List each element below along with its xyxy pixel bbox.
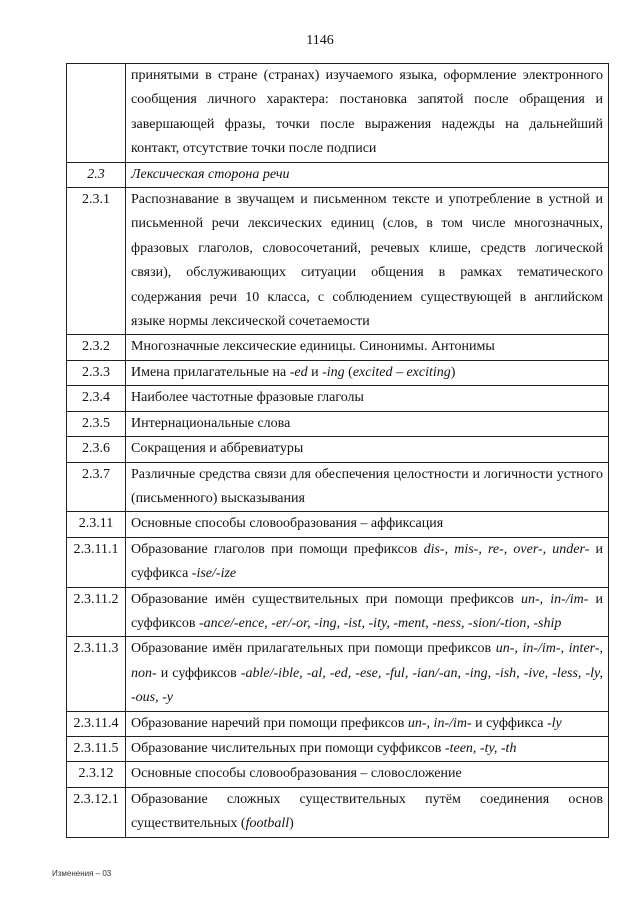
row-code: 2.3.11.1 — [67, 537, 126, 587]
table-row — [67, 386, 609, 411]
table-row — [67, 335, 609, 360]
table-row — [67, 637, 609, 711]
row-code: 2.3.6 — [67, 437, 126, 462]
row-text: Многозначные лексические единицы. Синонимы. Антонимы — [126, 335, 609, 360]
row-code: 2.3.2 — [67, 335, 126, 360]
row-code: 2.3.7 — [67, 462, 126, 512]
table-row — [67, 64, 609, 163]
row-text: Сокращения и аббревиатуры — [126, 437, 609, 462]
row-code: 2.3.3 — [67, 360, 126, 385]
row-code: 2.3.11 — [67, 512, 126, 537]
row-text: Образование глаголов при помощи префиксов dis-, mis-, re-, over-, under- и суффикса -ise/-ize — [126, 537, 609, 587]
table-row — [67, 537, 609, 587]
row-code: 2.3.1 — [67, 188, 126, 335]
row-text: Лексическая сторона речи — [126, 162, 609, 187]
table-row — [67, 188, 609, 335]
curriculum-table — [66, 63, 609, 838]
page-number: 1146 — [306, 33, 334, 48]
table-row — [67, 711, 609, 736]
row-code: 2.3.11.4 — [67, 711, 126, 736]
row-text: Образование имён прилагательных при помощи префиксов un-, in-/im-, inter-, non- и суффиксов -able/-ible, -al, -ed, -ese, -ful, -ian/-an, -ing, -ish, -ive, -less, -ly, -ous, -y — [126, 637, 609, 711]
row-code: 2.3.12.1 — [67, 787, 126, 837]
row-code: 2.3.11.2 — [67, 587, 126, 637]
row-code: 2.3 — [67, 162, 126, 187]
row-text: Интернациональные слова — [126, 411, 609, 436]
table-row — [67, 512, 609, 537]
table-row — [67, 762, 609, 787]
table-row — [67, 462, 609, 512]
row-text: Основные способы словообразования – словосложение — [126, 762, 609, 787]
row-text: Образование сложных существительных путём соединения основ существительных (football) — [126, 787, 609, 837]
row-code — [67, 64, 126, 163]
row-text: Имена прилагательные на -ed и -ing (excited – exciting) — [126, 360, 609, 385]
table-row — [67, 587, 609, 637]
row-code: 2.3.4 — [67, 386, 126, 411]
row-text: Различные средства связи для обеспечения целостности и логичности устного (письменного) высказывания — [126, 462, 609, 512]
table-row — [67, 736, 609, 761]
row-text: принятыми в стране (странах) изучаемого языка, оформление электронного сообщения личного характера: постановка запятой после обращения и завершающей фразы, точки после выражения надежды на дальнейший контакт, отсутствие точки после подписи — [126, 64, 609, 163]
row-text: Образование наречий при помощи префиксов un-, in-/im- и суффикса -ly — [126, 711, 609, 736]
row-text: Образование числительных при помощи суффиксов -teen, -ty, -th — [126, 736, 609, 761]
row-text: Наиболее частотные фразовые глаголы — [126, 386, 609, 411]
row-text: Распознавание в звучащем и письменном тексте и употребление в устной и письменной речи лексических единиц (слов, в том числе многозначных, фразовых глаголов, словосочетаний, речевых клише, средств логической связи), обслуживающих ситуации общения в рамках тематического содержания речи 10 класса, с соблюдением существующей в английском языке нормы лексической сочетаемости — [126, 188, 609, 335]
row-code: 2.3.11.3 — [67, 637, 126, 711]
table-row — [67, 787, 609, 837]
table-row-section-header — [67, 162, 609, 187]
row-code: 2.3.11.5 — [67, 736, 126, 761]
row-text: Образование имён существительных при помощи префиксов un-, in-/im- и суффиксов -ance/-ence, -er/-or, -ing, -ist, -ity, -ment, -ness, -sion/-tion, -ship — [126, 587, 609, 637]
table-row — [67, 437, 609, 462]
table-row — [67, 360, 609, 385]
row-code: 2.3.12 — [67, 762, 126, 787]
footer-revision-note: Изменения – 03 — [52, 869, 112, 878]
row-code: 2.3.5 — [67, 411, 126, 436]
table-row — [67, 411, 609, 436]
row-text: Основные способы словообразования – аффиксация — [126, 512, 609, 537]
